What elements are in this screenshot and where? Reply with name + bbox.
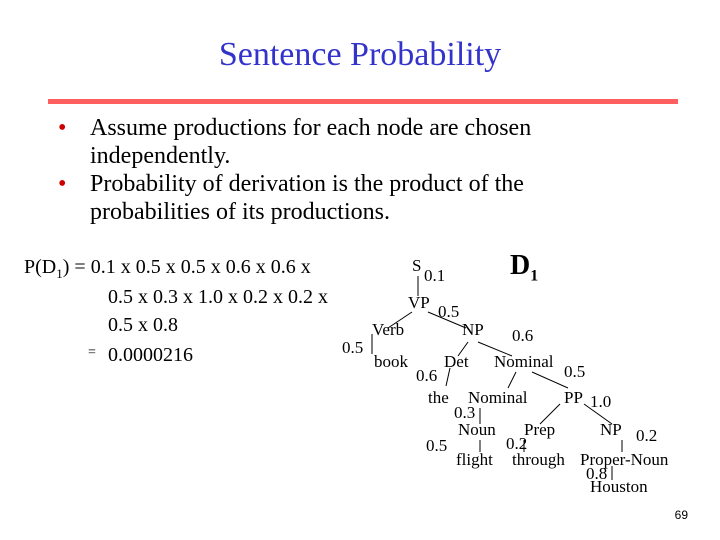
node-vp: VP xyxy=(408,293,430,312)
node-book: book xyxy=(374,352,408,371)
branch-nominal-nominal xyxy=(508,372,516,388)
derivation-result: 0.0000216 xyxy=(108,344,193,366)
node-proper-noun: Proper-Noun xyxy=(580,450,669,469)
derivation-subscript: 1 xyxy=(56,266,63,281)
slide-title: Sentence Probability xyxy=(218,36,502,73)
prob-pp: 1.0 xyxy=(590,392,612,411)
node-the: the xyxy=(428,388,449,407)
node-flight: flight xyxy=(456,450,493,469)
node-through: through xyxy=(512,450,565,469)
derivation-label-text: D xyxy=(510,250,531,281)
prob-np-2: 0.2 xyxy=(636,426,658,445)
derivation-factors: 0.1 x 0.5 x 0.5 x 0.6 x 0.6 x xyxy=(90,256,311,278)
node-np-1: NP xyxy=(462,320,484,339)
prob-verb: 0.5 xyxy=(342,338,364,357)
node-prep: Prep xyxy=(524,420,556,439)
derivation-result-eq: = xyxy=(88,345,96,360)
node-pp: PP xyxy=(564,388,583,407)
prob-s: 0.1 xyxy=(424,266,446,285)
prob-prep: 0.2 xyxy=(506,434,528,453)
prob-nominal-2: 0.3 xyxy=(454,403,476,422)
prob-vp: 0.5 xyxy=(438,302,460,321)
derivation-lhs: P(D xyxy=(24,256,57,278)
bullet-text-line: Assume productions for each node are chosen xyxy=(90,115,532,141)
derivation-line-2: 0.5 x 0.3 x 1.0 x 0.2 x 0.2 x xyxy=(108,286,328,308)
prob-np-1: 0.6 xyxy=(512,326,534,345)
branch-nominal-pp xyxy=(532,372,568,388)
bullet-text-line: Probability of derivation is the product of the xyxy=(90,171,524,197)
prob-det: 0.6 xyxy=(416,366,438,385)
bullet-text-line: probabilities of its productions. xyxy=(90,199,390,225)
bullet-text-line: independently. xyxy=(90,143,231,169)
node-s: S xyxy=(412,256,422,275)
prob-nominal-1: 0.5 xyxy=(564,362,586,381)
derivation-equals: ) = xyxy=(62,256,86,278)
prob-noun: 0.5 xyxy=(426,436,448,455)
node-noun: Noun xyxy=(458,420,496,439)
bullet-marker: • xyxy=(58,115,67,141)
node-np-2: NP xyxy=(600,420,622,439)
prob-proper-noun: 0.8 xyxy=(586,464,608,483)
node-houston: Houston xyxy=(590,477,648,496)
page-number: 69 xyxy=(674,508,688,522)
derivation-label-subscript: 1 xyxy=(530,267,539,285)
derivation-line-3: 0.5 x 0.8 xyxy=(108,314,178,336)
bullet-marker: • xyxy=(58,171,67,197)
node-det: Det xyxy=(444,352,469,371)
node-nominal-2: Nominal xyxy=(468,388,528,407)
node-verb: Verb xyxy=(372,320,405,339)
node-nominal-1: Nominal xyxy=(494,352,554,371)
